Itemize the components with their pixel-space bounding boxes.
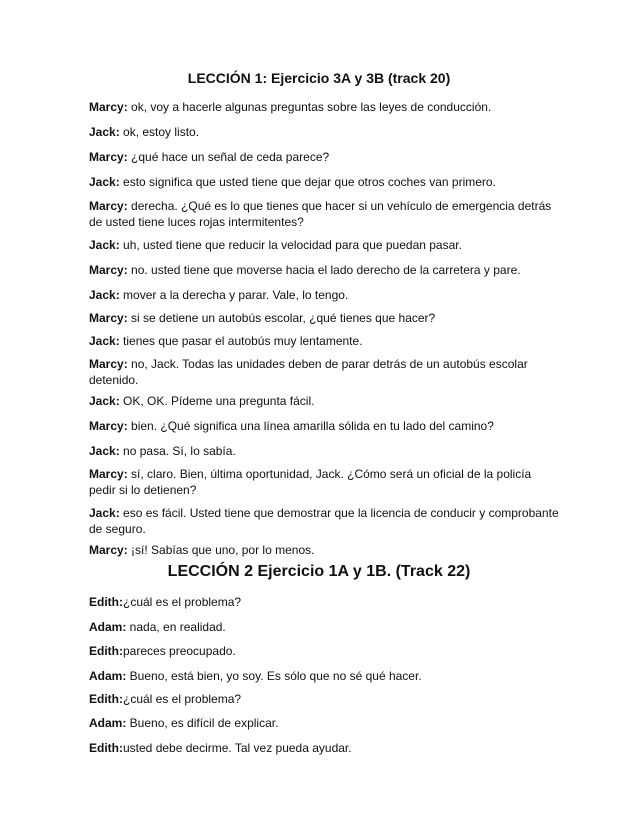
- dialogue-line: [89, 619, 559, 635]
- line-text: ¿qué hace un señal de ceda parece?: [127, 150, 330, 164]
- dialogue-line: [89, 174, 559, 190]
- line-text: ok, estoy listo.: [119, 125, 200, 139]
- speaker-name: Jack:: [89, 444, 120, 458]
- line-text: ¡sí! Sabías que uno, por lo menos.: [127, 543, 315, 557]
- speaker-name: Adam:: [89, 669, 127, 683]
- speaker-name: Jack:: [89, 334, 120, 348]
- line-text: ok, voy a hacerle algunas preguntas sobre las leyes de conducción.: [127, 100, 492, 114]
- speaker-name: Adam:: [89, 620, 127, 634]
- speaker-name: Marcy:: [89, 311, 128, 325]
- speaker-name: Jack:: [89, 238, 120, 252]
- speaker-name: Jack:: [89, 506, 120, 520]
- dialogue-line: [89, 99, 559, 115]
- speaker-name: Jack:: [89, 288, 120, 302]
- line-text: no. usted tiene que moverse hacia el lado derecho de la carretera y pare.: [127, 263, 521, 277]
- speaker-name: Marcy:: [89, 100, 128, 114]
- dialogue-line: [89, 237, 559, 253]
- dialogue-line: [89, 124, 559, 140]
- line-text: esto significa que usted tiene que dejar que otros coches van primero.: [119, 175, 496, 189]
- lesson2-title: LECCIÓN 2 Ejercicio 1A y 1B. (Track 22): [167, 563, 471, 580]
- dialogue-line: [89, 466, 559, 498]
- line-text: tienes que pasar el autobús muy lentamente.: [119, 334, 363, 348]
- line-text: si se detiene un autobús escolar, ¿qué tienes que hacer?: [127, 311, 436, 325]
- dialogue-line: [89, 149, 559, 165]
- line-text: Bueno, es difícil de explicar.: [126, 716, 279, 730]
- speaker-name: Marcy:: [89, 467, 128, 481]
- dialogue-line: [89, 333, 559, 349]
- speaker-name: Jack:: [89, 394, 120, 408]
- speaker-name: Edith:: [89, 692, 123, 706]
- speaker-name: Edith:: [89, 741, 123, 755]
- dialogue-line: [89, 643, 559, 659]
- dialogue-line: [89, 262, 559, 278]
- speaker-name: Jack:: [89, 175, 120, 189]
- dialogue-line: [89, 594, 559, 610]
- line-text: bien. ¿Qué significa una línea amarilla sólida en tu lado del camino?: [127, 419, 494, 433]
- line-text: nada, en realidad.: [126, 620, 226, 634]
- speaker-name: Adam:: [89, 716, 127, 730]
- line-text: Bueno, está bien, yo soy. Es sólo que no sé qué hacer.: [126, 669, 422, 683]
- line-text: OK, OK. Pídeme una pregunta fácil.: [119, 394, 315, 408]
- dialogue-line: [89, 691, 559, 707]
- lesson1-title: LECCIÓN 1: Ejercicio 3A y 3B (track 20): [187, 70, 451, 86]
- dialogue-line: [89, 740, 559, 756]
- line-text: usted debe decirme. Tal vez pueda ayudar.: [123, 741, 352, 755]
- dialogue-line: [89, 542, 559, 558]
- line-text: derecha. ¿Qué es lo que tienes que hacer si un vehículo de emergencia detrás de usted tiene luces rojas intermitentes?: [89, 199, 552, 229]
- speaker-name: Marcy:: [89, 419, 128, 433]
- speaker-name: Marcy:: [89, 357, 128, 371]
- speaker-name: Edith:: [89, 644, 123, 658]
- speaker-name: Marcy:: [89, 150, 128, 164]
- line-text: uh, usted tiene que reducir la velocidad para que puedan pasar.: [119, 238, 462, 252]
- dialogue-line: [89, 287, 559, 303]
- line-text: ¿cuál es el problema?: [123, 595, 242, 609]
- dialogue-line: [89, 310, 559, 326]
- dialogue-line: [89, 505, 559, 537]
- line-text: ¿cuál es el problema?: [123, 692, 242, 706]
- dialogue-line: [89, 668, 559, 684]
- speaker-name: Edith:: [89, 595, 123, 609]
- line-text: sí, claro. Bien, última oportunidad, Jack. ¿Cómo será un oficial de la policía pedir si lo detienen?: [89, 467, 532, 497]
- dialogue-line: [89, 418, 559, 434]
- line-text: pareces preocupado.: [123, 644, 236, 658]
- dialogue-line: [89, 356, 559, 388]
- speaker-name: Marcy:: [89, 543, 128, 557]
- speaker-name: Marcy:: [89, 263, 128, 277]
- speaker-name: Jack:: [89, 125, 120, 139]
- dialogue-line: [89, 715, 559, 731]
- line-text: no, Jack. Todas las unidades deben de parar detrás de un autobús escolar detenido.: [89, 357, 528, 387]
- speaker-name: Marcy:: [89, 199, 128, 213]
- dialogue-line: [89, 443, 559, 459]
- line-text: no pasa. Sí, lo sabía.: [119, 444, 236, 458]
- dialogue-line: [89, 198, 559, 230]
- line-text: mover a la derecha y parar. Vale, lo tengo.: [119, 288, 349, 302]
- dialogue-line: [89, 393, 559, 409]
- line-text: eso es fácil. Usted tiene que demostrar que la licencia de conducir y comprobante de seguro.: [89, 506, 559, 536]
